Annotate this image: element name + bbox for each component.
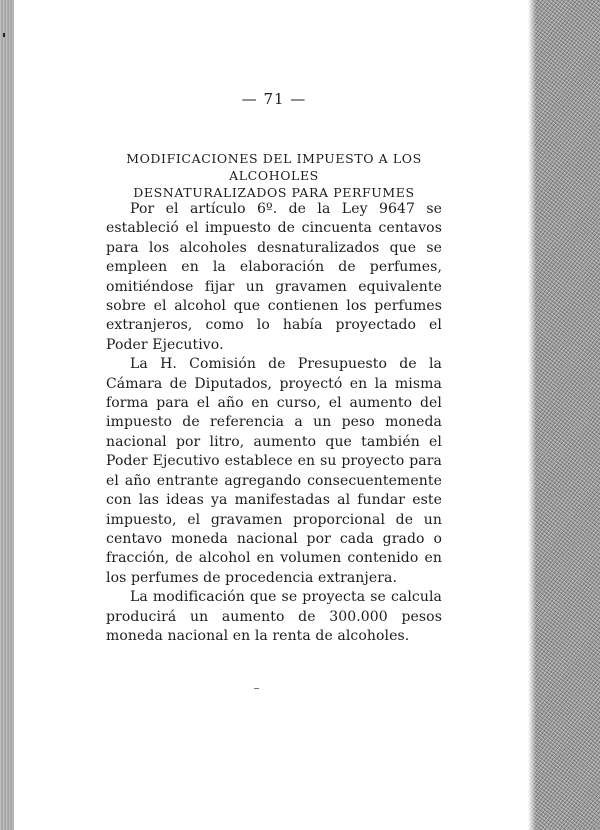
- page-binding-edge: [0, 0, 14, 830]
- section-heading: [94, 150, 454, 201]
- body-text: [106, 200, 442, 646]
- paragraph: La H. Comisión de Presupuesto de la Cámara de Diputados, proyectó en la misma forma para el año en curso, el aumento del impuesto de referencia a un peso moneda nacional por litro, aumento que también el Poder Ejecutivo establece en su proyecto para el año entrante agregando consecuentemente con las ideas ya manifestadas al fundar este impuesto, el gravamen proporcional de un centavo moneda nacional por cada grado o fracción, de alcohol en volumen contenido en los perfumes de procedencia extranjera.: [106, 356, 442, 586]
- heading-line-2: DESNATURALIZADOS PARA PERFUMES: [133, 185, 415, 200]
- stray-ink-mark: [254, 688, 259, 689]
- paragraph: Por el artículo 6º. de la Ley 9647 se estableció el impuesto de cincuenta centavos para los alcoholes desnaturalizados que se empleen en la elaboración de perfumes, omitiéndose fijar un gravamen equivalente sobre el alcohol que contienen los perfumes extranjeros, como lo había proyectado el Poder Ejecutivo.: [106, 201, 442, 353]
- page-number: — 71 —: [241, 90, 307, 108]
- scan-background-edge: [528, 0, 600, 830]
- scan-speck: [3, 33, 5, 37]
- heading-line-1: MODIFICACIONES DEL IMPUESTO A LOS ALCOHOLES: [126, 151, 422, 183]
- document-page: [14, 0, 528, 830]
- paragraph: La modificación que se proyecta se calcula producirá un aumento de 300.000 pesos moneda nacional en la renta de alcoholes.: [106, 589, 442, 644]
